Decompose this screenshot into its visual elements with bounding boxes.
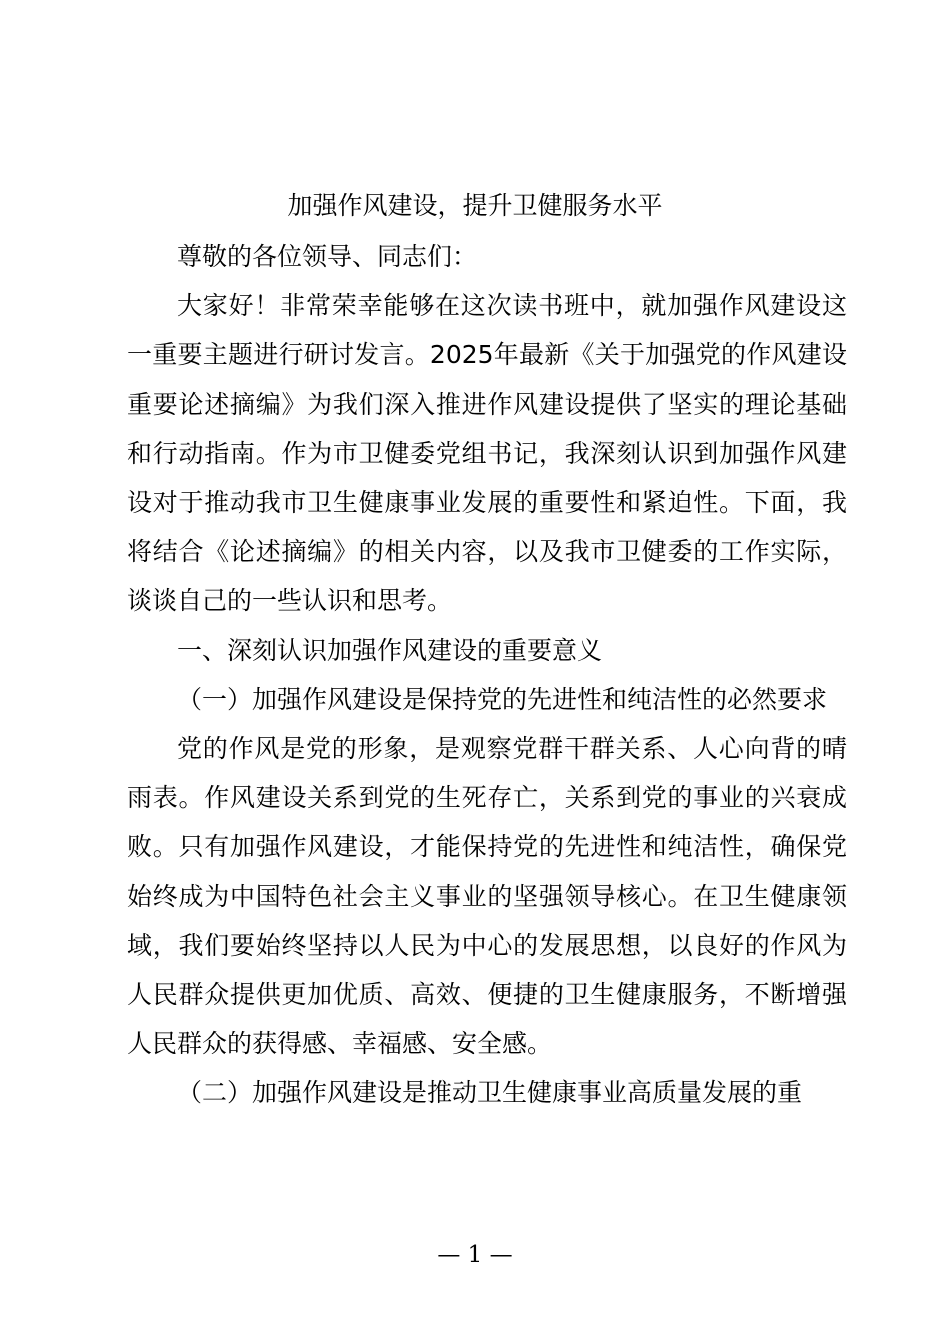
- salutation-paragraph: 尊敬的各位领导、同志们：: [177, 242, 478, 271]
- document-body: [127, 232, 847, 1118]
- section-heading-1: 一、深刻认识加强作风建设的重要意义: [177, 635, 603, 665]
- page-number: — 1 —: [437, 1242, 513, 1268]
- subsection-heading-1: （一）加强作风建设是保持党的先进性和纯洁性的必然要求: [177, 684, 828, 714]
- document-title: 加强作风建设，提升卫健服务水平: [287, 191, 663, 220]
- opening-paragraph: 大家好！非常荣幸能够在这次读书班中，就加强作风建设这一重要主题进行研讨发言。2025年最新《关于加强党的作风建设重要论述摘编》为我们深入推进作风建设提供了坚实的理论基础和行动指南。作为市卫健委党组书记，我深刻认识到加强作风建设对于推动我市卫生健康事业发展的重要性和紧迫性。下面，我将结合《论述摘编》的相关内容，以及我市卫健委的工作实际，谈谈自己的一些认识和思考。: [127, 291, 847, 616]
- body-paragraph: 党的作风是党的形象，是观察党群干群关系、人心向背的晴雨表。作风建设关系到党的生死存亡，关系到党的事业的兴衰成败。只有加强作风建设，才能保持党的先进性和纯洁性，确保党始终成为中国特色社会主义事业的坚强领导核心。在卫生健康领域，我们要始终坚持以人民为中心的发展思想，以良好的作风为人民群众提供更加优质、高效、便捷的卫生健康服务，不断增强人民群众的获得感、幸福感、安全感。: [127, 734, 847, 1059]
- subsection-heading-2: （二）加强作风建设是推动卫生健康事业高质量发展的重: [177, 1078, 803, 1108]
